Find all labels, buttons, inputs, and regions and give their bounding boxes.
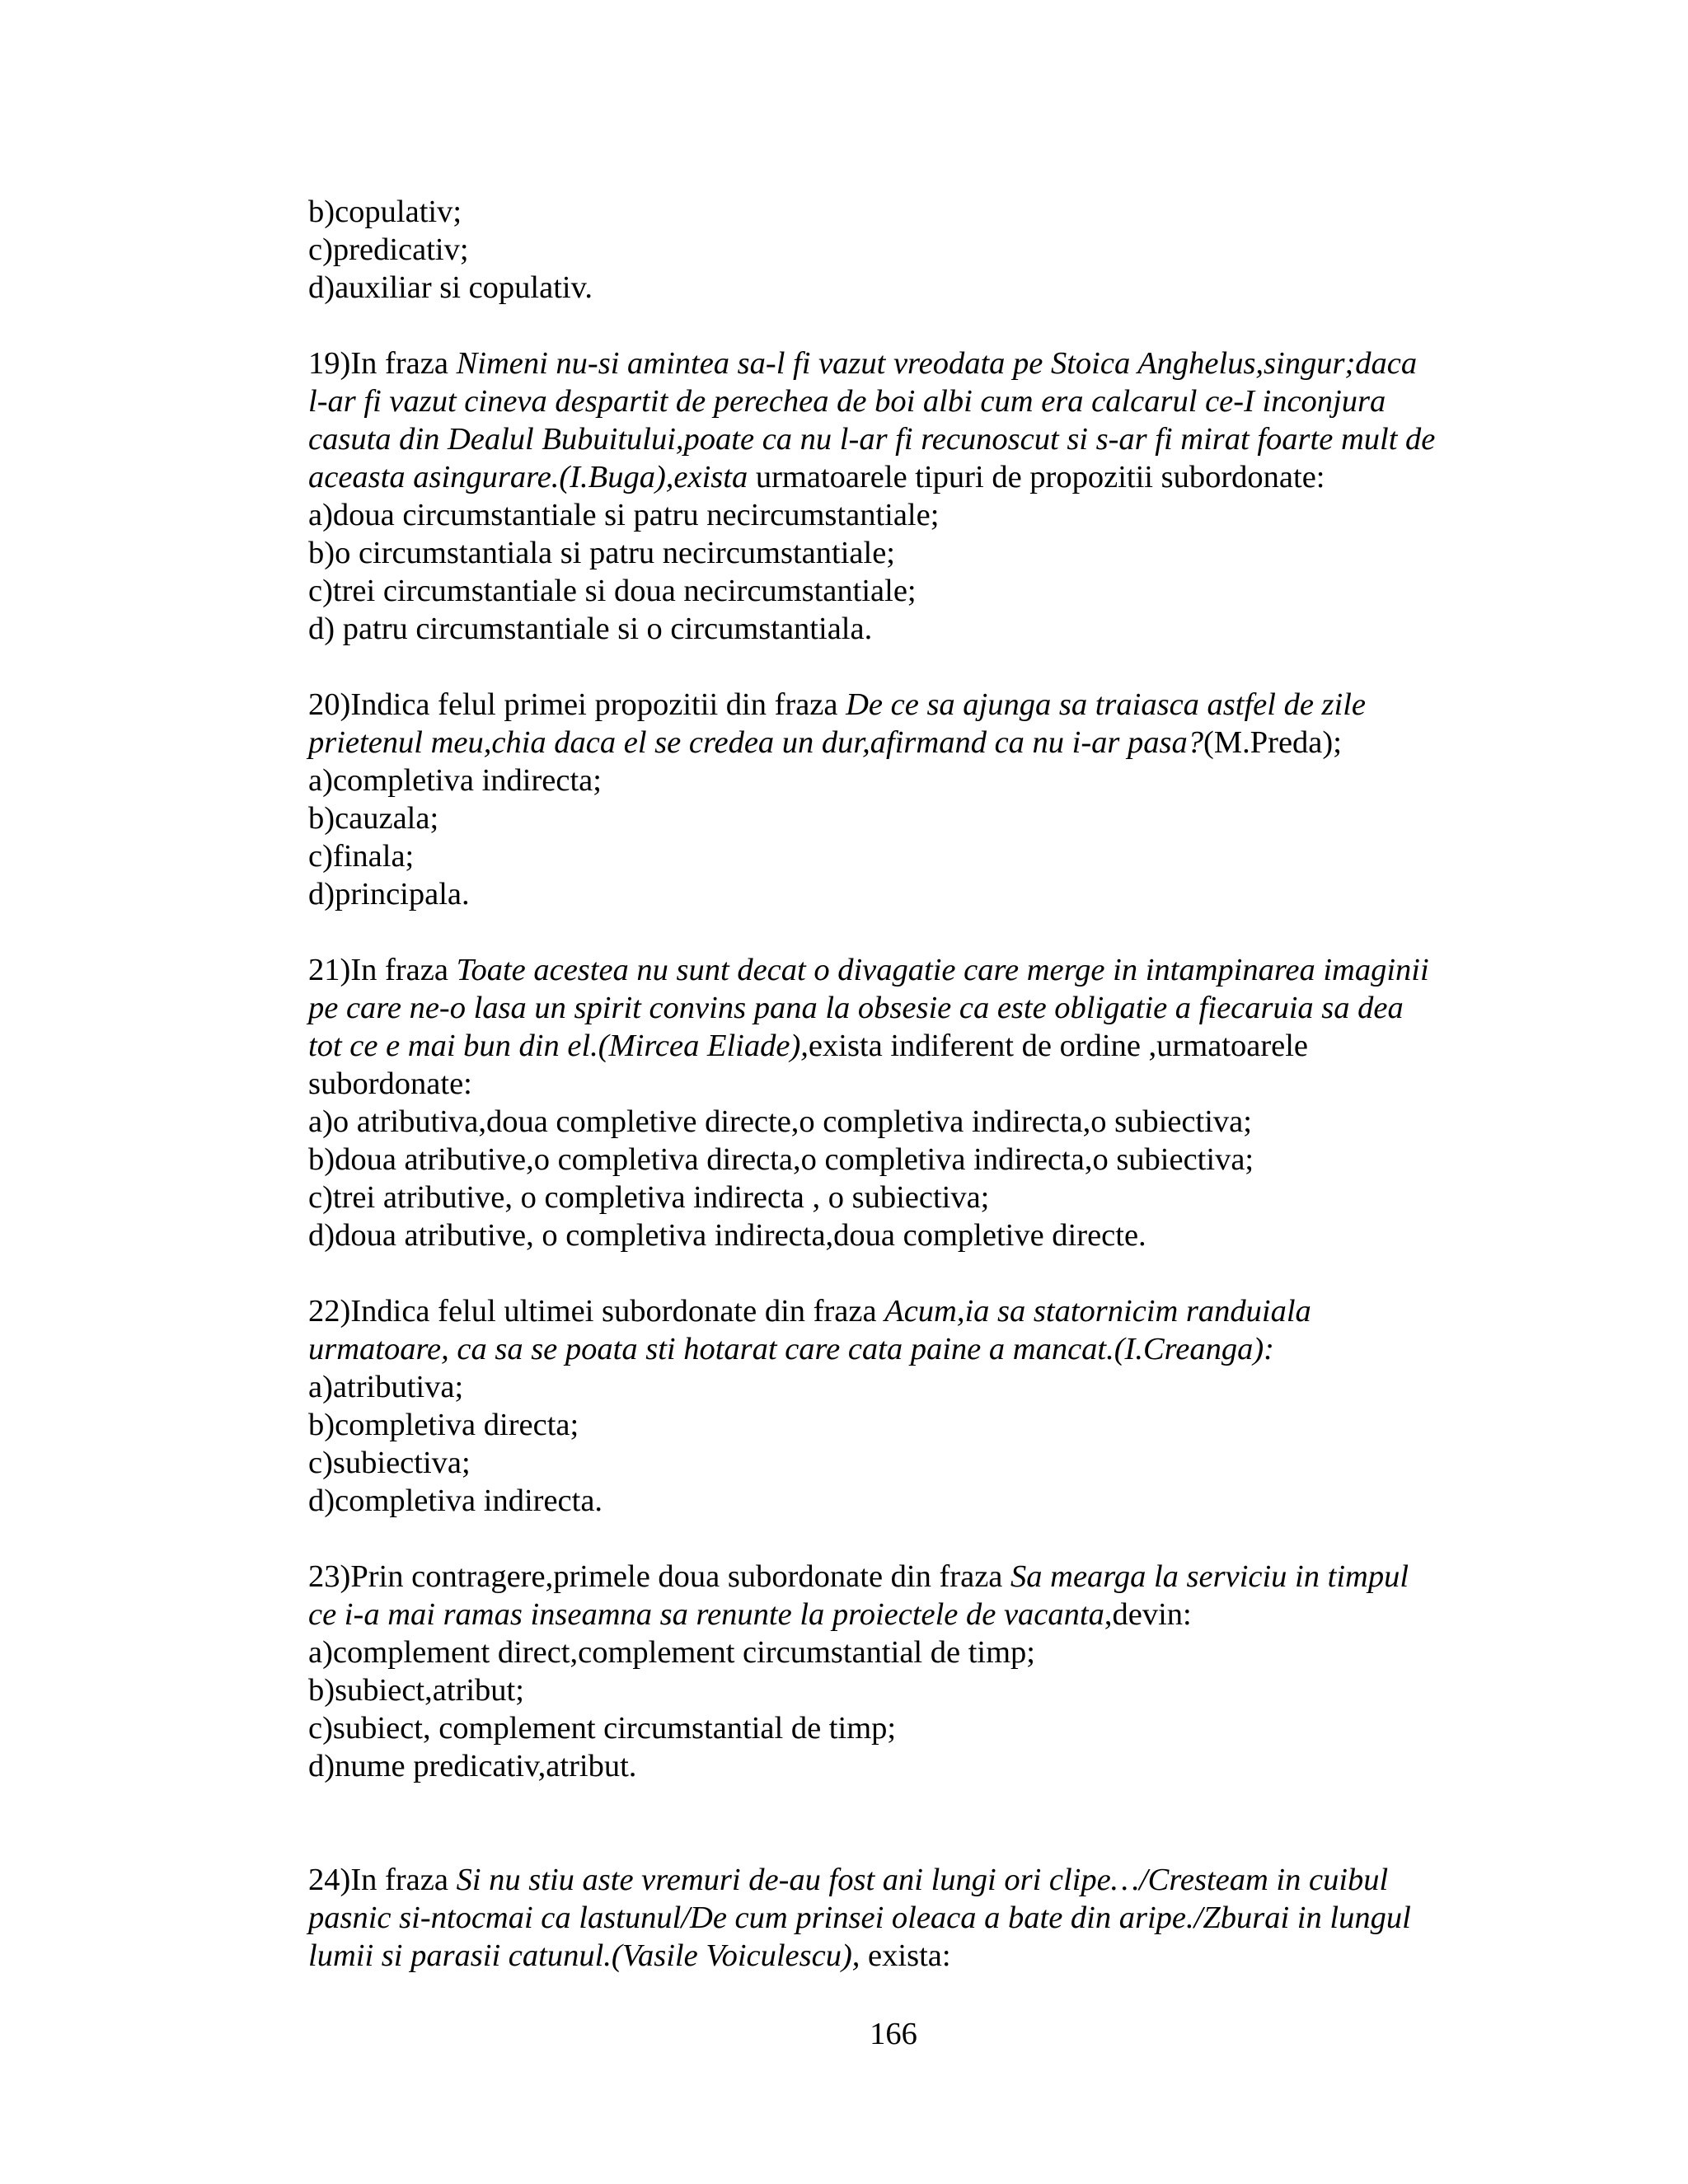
option-line: c)trei atributive, o completiva indirecta , o subiectiva; xyxy=(308,1180,990,1215)
question-stem-line: subordonate: xyxy=(308,1066,472,1101)
quoted-sentence: lumii si parasii catunul.(Vasile Voiculescu), xyxy=(308,1938,860,1973)
option-line: b)doua atributive,o completiva directa,o completiva indirecta,o subiectiva; xyxy=(308,1142,1254,1177)
question-21 xyxy=(308,951,1578,1254)
option-line: b)o circumstantiala si patru necircumstantiale; xyxy=(308,536,895,570)
question-stem-line xyxy=(308,989,1578,1027)
page-body xyxy=(308,193,1578,1975)
quoted-sentence: tot ce e mai bun din el.(Mircea Eliade), xyxy=(308,1029,809,1063)
quoted-sentence: l-ar fi vazut cineva despartit de perechea de boi albi cum era calcarul ce-I inconjura xyxy=(308,384,1386,419)
quoted-sentence: casuta din Dealul Bubuitului,poate ca nu l-ar fi recunoscut si s-ar fi mirat foarte mult de xyxy=(308,422,1436,457)
quoted-sentence: De ce sa ajunga sa traiasca astfel de zile xyxy=(846,687,1367,722)
option-line: c)subiectiva; xyxy=(308,1446,471,1480)
option-line: d)doua atributive, o completiva indirecta,doua completive directe. xyxy=(308,1218,1146,1253)
question-23 xyxy=(308,1558,1578,1785)
question-stem-line: 20)Indica felul primei propozitii din fraza De ce sa ajunga sa traiasca astfel de zile xyxy=(308,687,1367,722)
option-line: a)doua circumstantiale si patru necircumstantiale; xyxy=(308,498,940,532)
quoted-sentence: urmatoare, ca sa se poata sti hotarat care cata paine a mancat.(I.Creanga): xyxy=(308,1332,1274,1366)
question-19 xyxy=(308,344,1578,648)
question-stem-line: 23)Prin contragere,primele doua subordonate din fraza Sa mearga la serviciu in timpul xyxy=(308,1559,1409,1594)
question-stem-line: 24)In fraza Si nu stiu aste vremuri de-au fost ani lungi ori clipe…/Cresteam in cuibul xyxy=(308,1863,1389,1897)
option-line: c)subiect, complement circumstantial de timp; xyxy=(308,1711,897,1746)
option-line: b)subiect,atribut; xyxy=(308,1673,524,1708)
option-line: d) patru circumstantiale si o circumstantiala. xyxy=(308,612,873,646)
quoted-sentence: Acum,ia sa statornicim randuiala xyxy=(884,1294,1311,1329)
quoted-sentence: Nimeni nu-si amintea sa-l fi vazut vreodata pe Stoica Anghelus,singur;daca xyxy=(456,346,1418,381)
option-line: d)nume predicativ,atribut. xyxy=(308,1749,637,1783)
quoted-sentence: Toate acestea nu sunt decat o divagatie care merge in intampinarea imaginii xyxy=(456,953,1429,987)
option-line: b)cauzala; xyxy=(308,801,439,836)
option-line: b)completiva directa; xyxy=(308,1408,579,1442)
question-stem-line: aceasta asingurare.(I.Buga),exista urmatoarele tipuri de propozitii subordonate: xyxy=(308,460,1325,494)
option-line: a)o atributiva,doua completive directe,o completiva indirecta,o subiectiva; xyxy=(308,1104,1252,1139)
question-stem-line: 22)Indica felul ultimei subordonate din fraza Acum,ia sa statornicim randuiala xyxy=(308,1294,1311,1329)
option-line: a)atributiva; xyxy=(308,1370,464,1404)
question-22 xyxy=(308,1292,1578,1520)
question-stem-line: tot ce e mai bun din el.(Mircea Eliade),exista indiferent de ordine ,urmatoarele xyxy=(308,1029,1309,1063)
quoted-sentence: pe care ne-o lasa un spirit convins pana la obsesie ca este obligatie a fiecaruia sa dea xyxy=(308,991,1404,1025)
question-stem-line: 21)In fraza Toate acestea nu sunt decat o divagatie care merge in intampinarea imaginii xyxy=(308,953,1429,987)
question-stem-line: lumii si parasii catunul.(Vasile Voiculescu), exista: xyxy=(308,1938,951,1973)
question-stem-line: 19)In fraza Nimeni nu-si amintea sa-l fi vazut vreodata pe Stoica Anghelus,singur;daca xyxy=(308,346,1418,381)
quoted-sentence: pasnic si-ntocmai ca lastunul/De cum prinsei oleaca a bate din aripe./Zburai in lungul xyxy=(308,1900,1411,1935)
quoted-sentence: ce i-a mai ramas inseamna sa renunte la proiectele de vacanta xyxy=(308,1597,1104,1632)
option-line: d)principala. xyxy=(308,877,470,912)
option-line: d)completiva indirecta. xyxy=(308,1483,603,1518)
option-line: c)finala; xyxy=(308,839,415,874)
quoted-sentence: aceasta asingurare.(I.Buga),exista xyxy=(308,460,748,494)
option-line: c)trei circumstantiale si doua necircumstantiale; xyxy=(308,574,917,608)
question-24 xyxy=(308,1861,1578,1975)
question-stem-line xyxy=(308,1899,1578,1937)
option-line: a)completiva indirecta; xyxy=(308,763,602,798)
page-number: 166 xyxy=(870,2017,917,2051)
question-stem-line xyxy=(308,420,1578,458)
question-stem-line xyxy=(308,382,1578,420)
option-line: c)predicativ; xyxy=(308,232,469,267)
quoted-sentence: Si nu stiu aste vremuri de-au fost ani lungi ori clipe…/Cresteam in cuibul xyxy=(456,1863,1389,1897)
option-line: a)complement direct,complement circumstantial de timp; xyxy=(308,1635,1035,1670)
option-line: b)copulativ; xyxy=(308,194,462,229)
question-stem-line: prietenul meu,chia daca el se credea un dur,afirmand ca nu i-ar pasa?(M.Preda); xyxy=(308,725,1342,760)
quoted-sentence: Sa mearga la serviciu in timpul xyxy=(1010,1559,1409,1594)
question-stem-line: ce i-a mai ramas inseamna sa renunte la proiectele de vacanta,devin: xyxy=(308,1597,1192,1632)
option-line: d)auxiliar si copulativ. xyxy=(308,270,593,305)
question-20 xyxy=(308,686,1578,913)
quoted-sentence: prietenul meu,chia daca el se credea un dur,afirmand ca nu i-ar pasa? xyxy=(308,725,1204,760)
question-stem-line xyxy=(308,1330,1578,1368)
